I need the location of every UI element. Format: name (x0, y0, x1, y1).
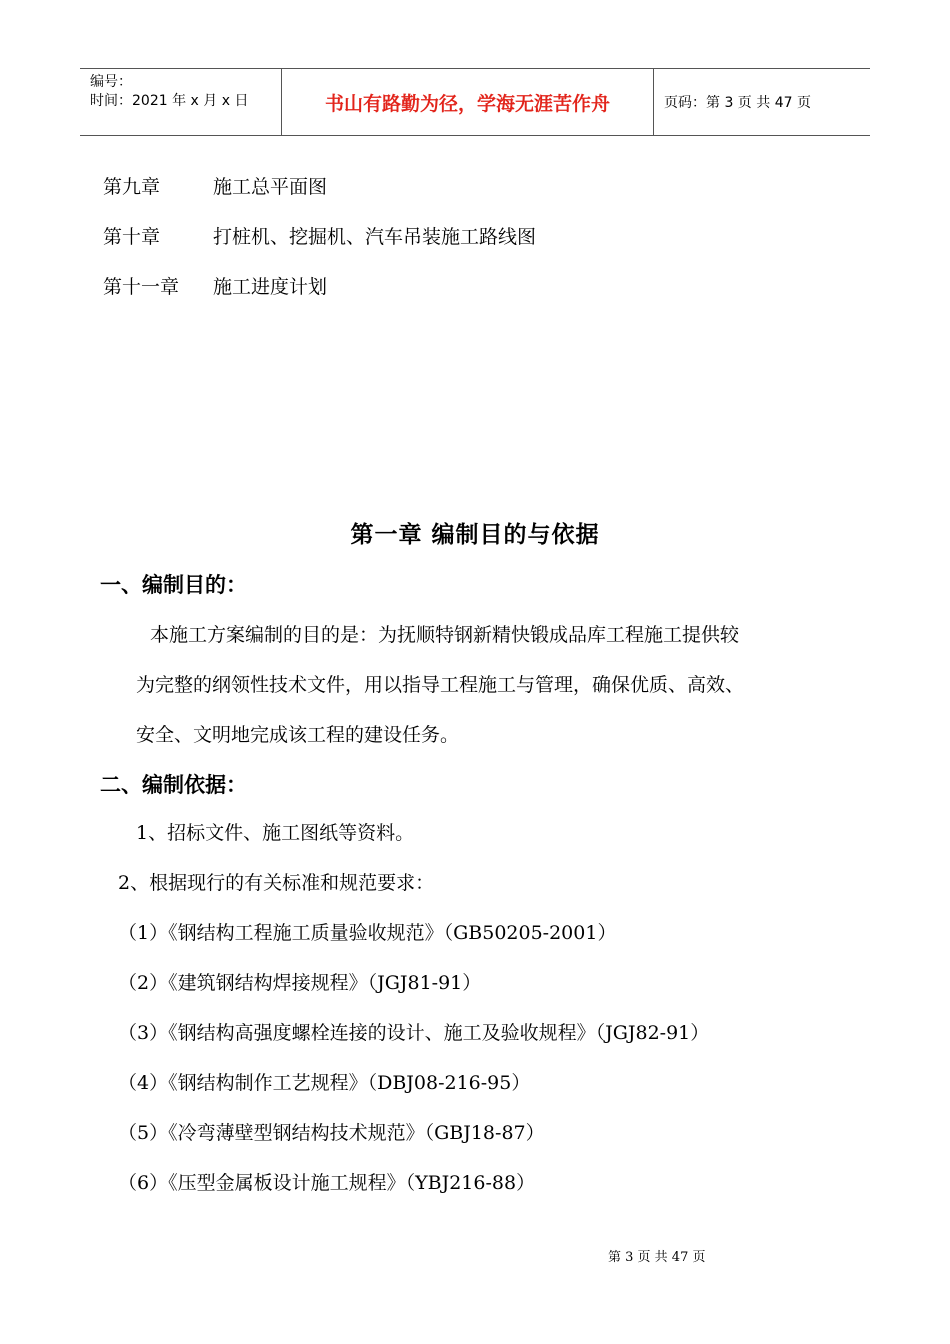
standard-item: （4）《钢结构制作工艺规程》（DBJ08-216-95） (118, 1072, 531, 1094)
toc-item (103, 272, 327, 299)
header-motto: 书山有路勤为径，学海无涯苦作舟 (282, 69, 654, 135)
toc-chapter: 第九章 (103, 176, 161, 198)
standard-item: （2）《建筑钢结构焊接规程》（JGJ81-91） (118, 972, 482, 994)
header-page-info: 页码：第 3 页 共 47 页 (664, 95, 811, 111)
toc-item (103, 172, 327, 199)
paragraph-line: 本施工方案编制的目的是：为抚顺特钢新精快锻成品库工程施工提供较 (150, 624, 740, 646)
toc-title: 施工进度计划 (213, 276, 328, 298)
standard-item: （6）《压型金属板设计施工规程》（YBJ216-88） (118, 1172, 536, 1194)
toc-chapter: 第十章 (103, 226, 161, 248)
page-footer: 第 3 页 共 47 页 (608, 1250, 706, 1265)
header-meta (80, 69, 282, 135)
toc-title: 施工总平面图 (213, 176, 328, 198)
toc-chapter: 第十一章 (103, 276, 180, 298)
page-header (80, 68, 870, 136)
serial-label: 编号： (90, 74, 132, 90)
standard-item: （1）《钢结构工程施工质量验收规范》（GB50205-2001） (118, 922, 617, 944)
section-heading-purpose: 一、编制目的： (100, 573, 247, 597)
standard-item: （5）《冷弯薄壁型钢结构技术规范》（GBJ18-87） (118, 1122, 545, 1144)
toc-item (103, 222, 536, 249)
list-item: 1、招标文件、施工图纸等资料。 (136, 822, 415, 844)
standard-item: （3）《钢结构高强度螺栓连接的设计、施工及验收规程》（JGJ82-91） (118, 1022, 710, 1044)
list-item: 2、根据现行的有关标准和规范要求： (118, 872, 435, 894)
date-text: 时间：2021 年 x 月 x 日 (90, 93, 249, 109)
section-heading-basis: 二、编制依据： (100, 773, 247, 797)
chapter-title: 第一章 编制目的与依据 (350, 522, 600, 548)
paragraph-line: 为完整的纲领性技术文件，用以指导工程施工与管理，确保优质、高效、 (136, 674, 745, 696)
paragraph-line: 安全、文明地完成该工程的建设任务。 (136, 724, 460, 746)
toc-title: 打桩机、挖掘机、汽车吊装施工路线图 (213, 226, 537, 248)
